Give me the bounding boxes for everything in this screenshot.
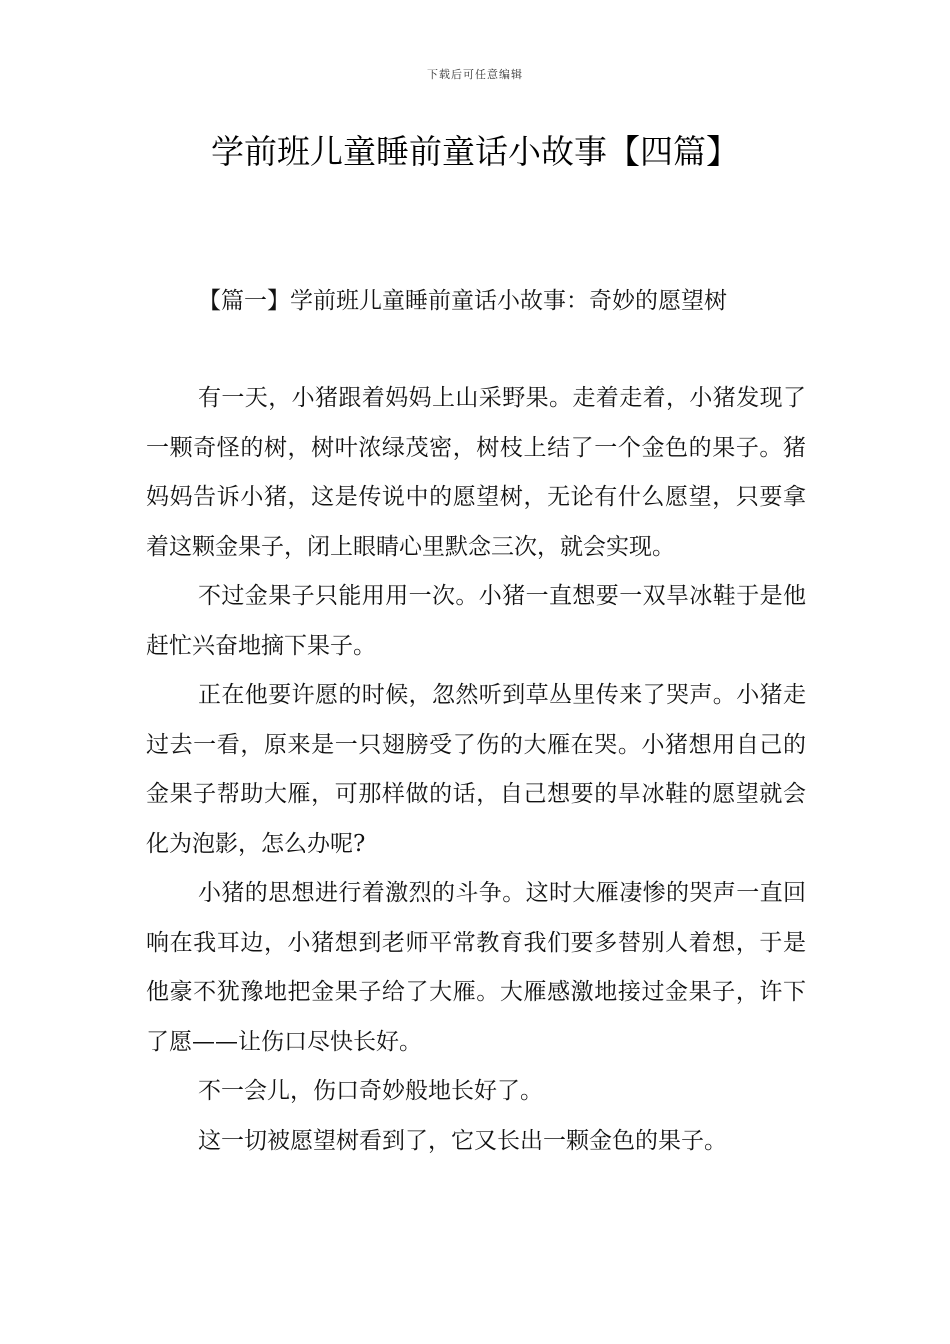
paragraph-3: 正在他要许愿的时候，忽然听到草丛里传来了哭声。小猪走过去一看，原来是一只翅膀受了伤的大雁在哭。小猪想用自己的金果子帮助大雁，可那样做的话，自己想要的旱冰鞋的愿望就会化为泡影，怎么办呢? (146, 682, 806, 857)
paragraph-4: 小猪的思想进行着激烈的斗争。这时大雁凄惨的哭声一直回响在我耳边，小猪想到老师平常教育我们要多替别人着想，于是他豪不犹豫地把金果子给了大雁。大雁感激地接过金果子，许下了愿——让伤口尽快长好。 (146, 880, 806, 1055)
paragraph-6: 这一切被愿望树看到了，它又长出一颗金色的果子。 (198, 1127, 727, 1154)
paragraph-1: 有一天，小猪跟着妈妈上山采野果。走着走着，小猪发现了一颗奇怪的树，树叶浓绿茂密，树枝上结了一个金色的果子。猪妈妈告诉小猪，这是传说中的愿望树，无论有什么愿望，只要拿着这颗金果子，闭上眼睛心里默念三次，就会实现。 (146, 385, 806, 560)
document-title: 学前班儿童睡前童话小故事【四篇】 (211, 132, 739, 171)
section-heading: 【篇一】学前班儿童睡前童话小故事：奇妙的愿望树 (198, 288, 727, 314)
header-note: 下载后可任意编辑 (427, 68, 523, 81)
paragraph-2: 不过金果子只能用用一次。小猪一直想要一双旱冰鞋于是他赶忙兴奋地摘下果子。 (146, 583, 806, 659)
paragraph-5: 不一会儿，伤口奇妙般地长好了。 (198, 1078, 543, 1104)
story-body (146, 374, 806, 1166)
